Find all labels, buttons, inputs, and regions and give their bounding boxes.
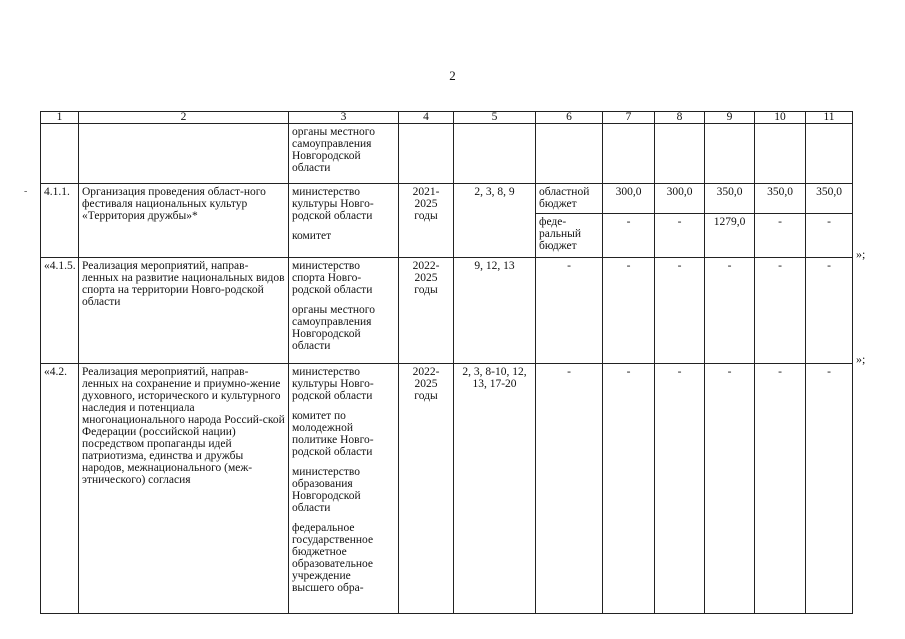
years-cell: 2022-2025 годы bbox=[399, 258, 454, 364]
value-cell: - bbox=[655, 364, 705, 614]
value-cell: 300,0 bbox=[603, 184, 655, 214]
value-cell: - bbox=[603, 364, 655, 614]
executor-cell: министерство культуры Новго-родской области комитет bbox=[289, 184, 399, 258]
value-cell: - bbox=[806, 214, 853, 258]
value-cell: 350,0 bbox=[806, 184, 853, 214]
program-table bbox=[40, 111, 853, 614]
measure-name: Организация проведения област-ного фестиваля национальных культур «Территория дружбы»* bbox=[79, 184, 289, 258]
value-cell: - bbox=[603, 258, 655, 364]
col-header: 8 bbox=[655, 112, 705, 124]
years-cell: 2022-2025 годы bbox=[399, 364, 454, 614]
value-cell: - bbox=[705, 364, 755, 614]
value-cell: - bbox=[603, 214, 655, 258]
value-cell: - bbox=[755, 258, 806, 364]
table-row-4-1-5 bbox=[41, 258, 853, 364]
row-number: 4.1.1. bbox=[41, 184, 79, 258]
value-cell: - bbox=[536, 364, 603, 614]
col-header: 6 bbox=[536, 112, 603, 124]
table-row-4-1-1 bbox=[41, 184, 853, 214]
targets-cell: 2, 3, 8, 9 bbox=[454, 184, 536, 258]
measure-name: Реализация мероприятий, направ-ленных на развитие национальных видов спорта на территории Новго-родской области bbox=[79, 258, 289, 364]
col-header: 7 bbox=[603, 112, 655, 124]
value-cell: - bbox=[806, 258, 853, 364]
value-cell: - bbox=[755, 364, 806, 614]
row-closing-quote: »; bbox=[856, 247, 866, 261]
value-cell: - bbox=[755, 214, 806, 258]
measure-name: Реализация мероприятий, направ-ленных на сохранение и приумно-жение духовного, исторического и культурного наследия и потенциала многонационального народа Россий-ской Федерации (российской нации) посредством пропаганды идей патриотизма, единства и дружбы народов, межнационального (меж-этнического) согласия bbox=[79, 364, 289, 614]
years-cell: 2021-2025 годы bbox=[399, 184, 454, 258]
table-row-4-2 bbox=[41, 364, 853, 614]
funding-source: областной бюджет bbox=[536, 184, 603, 214]
value-cell: - bbox=[705, 258, 755, 364]
col-header: 4 bbox=[399, 112, 454, 124]
row-number: «4.2. bbox=[41, 364, 79, 614]
value-cell: 350,0 bbox=[755, 184, 806, 214]
value-cell: 300,0 bbox=[655, 184, 705, 214]
value-cell: 350,0 bbox=[705, 184, 755, 214]
col-header: 9 bbox=[705, 112, 755, 124]
executor-cell: министерство культуры Новго-родской области комитет по молодежной политике Новго-родской области министерство образования Новгородской области федеральное государственное бюджетное образовательное учреждение высшего обра- bbox=[289, 364, 399, 614]
value-cell: 1279,0 bbox=[705, 214, 755, 258]
funding-source: феде-ральный бюджет bbox=[536, 214, 603, 258]
row-closing-quote: »; bbox=[856, 352, 866, 366]
executor-cell: министерство спорта Новго-родской области органы местного самоуправления Новгородской области bbox=[289, 258, 399, 364]
value-cell: - bbox=[536, 258, 603, 364]
page-number: 2 bbox=[449, 68, 456, 83]
table-row-continuation bbox=[41, 124, 853, 184]
value-cell: - bbox=[806, 364, 853, 614]
col-header: 3 bbox=[289, 112, 399, 124]
value-cell: - bbox=[655, 258, 705, 364]
col-header: 2 bbox=[79, 112, 289, 124]
col-header: 1 bbox=[41, 112, 79, 124]
targets-cell: 9, 12, 13 bbox=[454, 258, 536, 364]
value-cell: - bbox=[655, 214, 705, 258]
col-header: 10 bbox=[755, 112, 806, 124]
col-header: 11 bbox=[806, 112, 853, 124]
margin-mark: - bbox=[24, 186, 28, 197]
executor-cell: органы местного самоуправления Новгородской области bbox=[289, 124, 399, 184]
col-header: 5 bbox=[454, 112, 536, 124]
row-number: «4.1.5. bbox=[41, 258, 79, 364]
header-row bbox=[41, 112, 853, 124]
targets-cell: 2, 3, 8-10, 12, 13, 17-20 bbox=[454, 364, 536, 614]
